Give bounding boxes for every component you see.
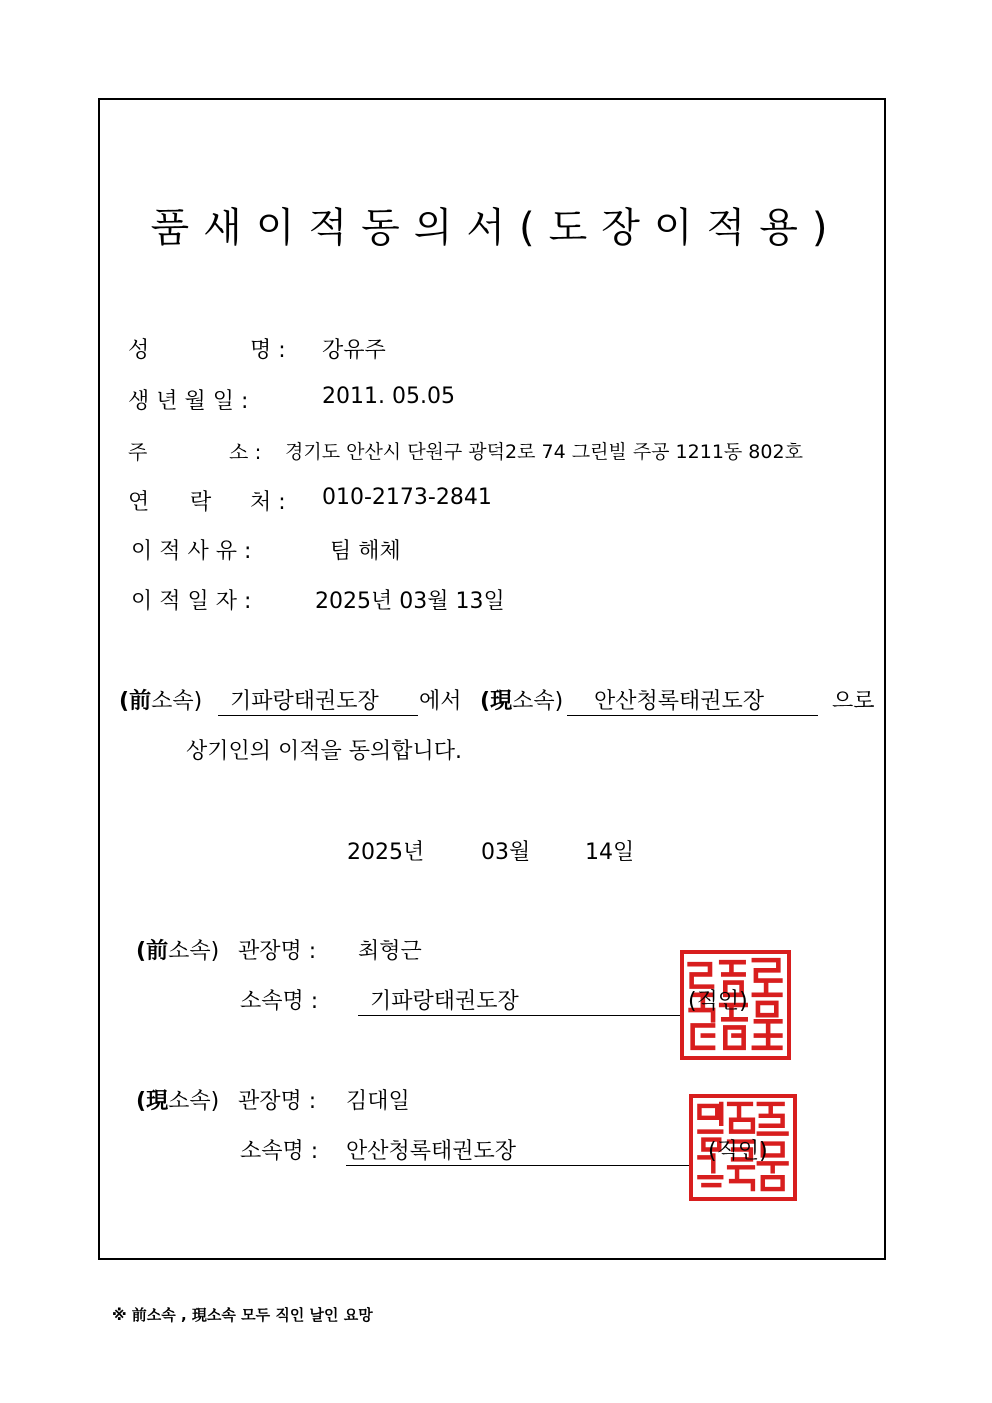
curr-director-value: 김대일: [346, 1089, 410, 1114]
name-value: 강유주: [322, 338, 386, 363]
document-title: 품새이적동의서(도장이적용): [150, 205, 842, 251]
consent-from-word: 에서: [419, 689, 462, 714]
curr-aff-hanja: 現: [146, 1089, 169, 1114]
address-value: 경기도 안산시 단원구 광덕2로 74 그린빌 주공 1211동 802호: [285, 441, 803, 463]
curr-affiliation-label: [136, 1084, 219, 1115]
contact-label-3: 처 :: [250, 490, 286, 515]
sign-month: 03월: [481, 840, 531, 865]
curr-dojang-label: 소속명 :: [240, 1139, 319, 1164]
name-label-2: 명 :: [250, 338, 286, 363]
prev-aff-hanja: 前: [146, 939, 169, 964]
curr-director-label: 관장명 :: [238, 1089, 317, 1114]
consent-sentence: 상기인의 이적을 동의합니다.: [186, 739, 463, 764]
prev-open: (: [119, 689, 130, 714]
curr-prefix-text: 소속): [512, 689, 564, 714]
address-label: 주: [128, 440, 148, 464]
consent-curr-prefix: [480, 684, 563, 715]
curr-aff-open: (: [136, 1089, 147, 1114]
curr-hanja: 現: [490, 689, 513, 714]
consent-prev-dojang: 기파랑태권도장: [218, 684, 418, 716]
prev-affiliation-label: [136, 934, 219, 965]
transfer-date-value: 2025년 03월 13일: [315, 589, 505, 614]
prev-aff-open: (: [136, 939, 147, 964]
prev-aff-text: 소속): [168, 939, 220, 964]
reason-value: 팀 해체: [330, 539, 401, 564]
contact-value: 010-2173-2841: [322, 485, 492, 510]
prev-seal-label: (직인): [688, 989, 748, 1014]
consent-to-word: 으로: [832, 689, 875, 714]
birth-value: 2011. 05.05: [322, 384, 455, 409]
consent-prev-prefix: [119, 684, 202, 715]
address-label-2: 소 :: [229, 440, 262, 464]
prev-hanja: 前: [129, 689, 152, 714]
transfer-date-label: 이 적 일 자 :: [131, 589, 252, 614]
contact-label-2: 락: [190, 490, 212, 515]
curr-open: (: [480, 689, 491, 714]
reason-label: 이 적 사 유 :: [131, 539, 252, 564]
sign-day: 14일: [585, 840, 635, 865]
prev-director-value: 최형근: [358, 939, 422, 964]
birth-label: 생 년 월 일 :: [128, 389, 249, 414]
curr-aff-text: 소속): [168, 1089, 220, 1114]
name-label: 성: [128, 338, 150, 363]
curr-dojang-value: 안산청록태권도장: [346, 1134, 706, 1166]
sign-year: 2025년: [347, 840, 425, 865]
footnote: ※ 前소속 , 現소속 모두 직인 날인 요망: [112, 1306, 373, 1324]
contact-label: 연: [128, 490, 150, 515]
prev-dojang-label: 소속명 :: [240, 989, 319, 1014]
prev-dojang-value: 기파랑태권도장: [358, 984, 688, 1016]
prev-director-label: 관장명 :: [238, 939, 317, 964]
curr-seal-label: (직인): [708, 1139, 768, 1164]
consent-curr-dojang: 안산청록태권도장: [567, 684, 818, 716]
prev-prefix-text: 소속): [151, 689, 203, 714]
